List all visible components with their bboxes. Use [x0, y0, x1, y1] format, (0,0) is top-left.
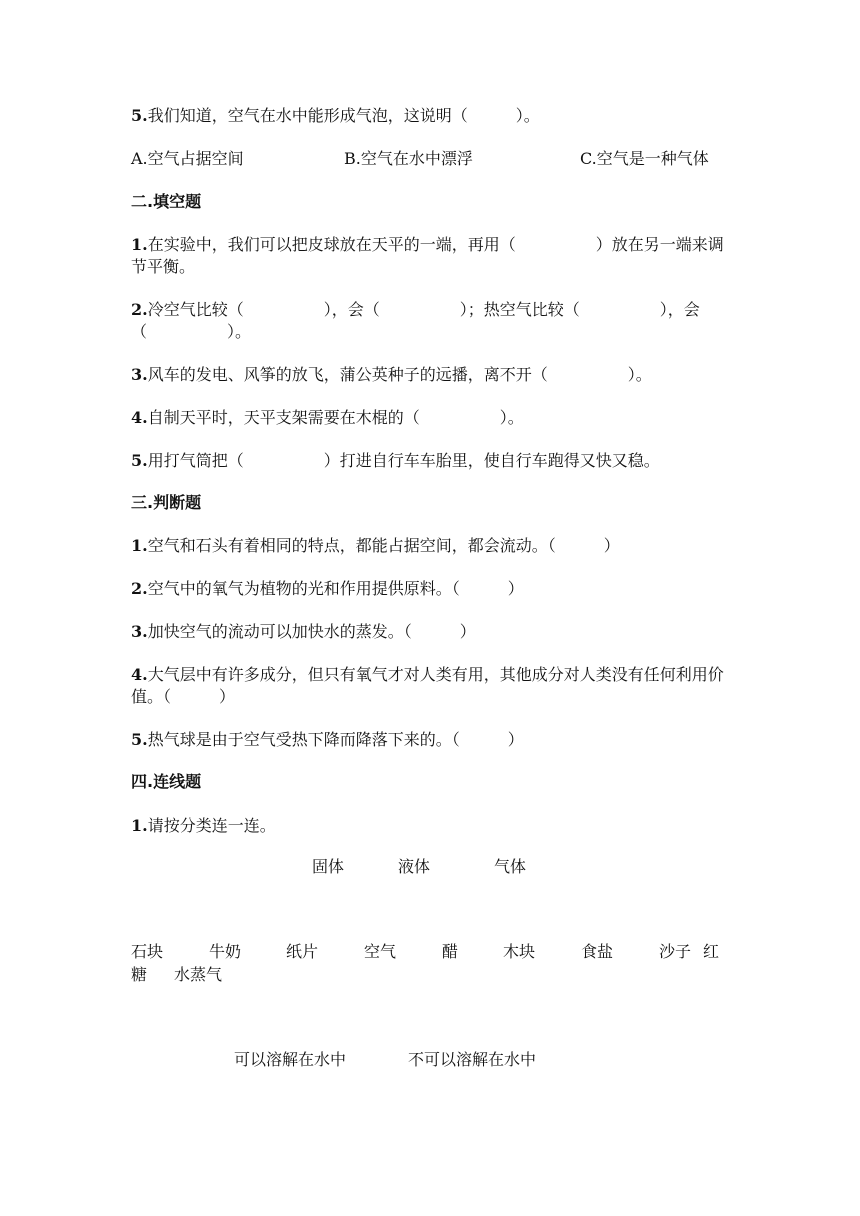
match-item: 醋	[442, 942, 459, 961]
match-item: 糖	[131, 965, 148, 984]
judge-question-5	[131, 729, 524, 751]
judge-question-3	[131, 621, 476, 643]
fill-question-2	[131, 299, 729, 343]
mc-option-a: A.空气占据空间	[131, 149, 244, 168]
question-number: 1.	[131, 235, 148, 254]
question-number: 4.	[131, 408, 148, 427]
question-text: 空气中的氧气为植物的光和作用提供原料。（ ）	[147, 579, 524, 598]
question-number: 2.	[131, 300, 148, 319]
match-item: 纸片	[286, 942, 319, 961]
question-number: 5.	[131, 451, 148, 470]
match-item: 红	[703, 942, 720, 961]
question-text: 风车的发电、风筝的放飞，蒲公英种子的远播，离不开（ ）。	[147, 365, 652, 384]
match-item: 牛奶	[209, 942, 242, 961]
question-text: 自制天平时，天平支架需要在木棍的（ ）。	[147, 408, 524, 427]
question-number: 3.	[131, 622, 148, 641]
question-number: 1.	[131, 536, 148, 555]
question-text: 在实验中，我们可以把皮球放在天平的一端，再用（ ）放在另一端来调节平衡。	[131, 235, 724, 276]
question-text: 冷空气比较（ ），会（ ）；热空气比较（ ），会（ ）。	[131, 300, 700, 341]
match-item: 石块	[131, 942, 164, 961]
fill-question-5	[131, 450, 660, 472]
question-text: 请按分类连一连。	[147, 816, 276, 835]
match-question-1	[131, 815, 276, 837]
judge-question-1	[131, 535, 620, 557]
question-number: 5.	[131, 106, 148, 125]
question-text: 大气层中有许多成分，但只有氧气才对人类有用，其他成分对人类没有任何利用价值。（ ）	[131, 665, 724, 706]
section-heading-judge: 三.判断题	[131, 493, 202, 512]
section-heading-match: 四.连线题	[131, 772, 202, 791]
match-item: 空气	[364, 942, 397, 961]
category-insoluble: 不可以溶解在水中	[408, 1050, 537, 1069]
question-text: 空气和石头有着相同的特点，都能占据空间，都会流动。（ ）	[147, 536, 620, 555]
question-number: 5.	[131, 730, 148, 749]
section-heading-fill: 二.填空题	[131, 192, 202, 211]
question-text: 用打气筒把（ ）打进自行车车胎里，使自行车跑得又快又稳。	[147, 451, 660, 470]
category-liquid: 液体	[398, 857, 431, 876]
question-number: 4.	[131, 665, 148, 684]
category-soluble: 可以溶解在水中	[234, 1050, 347, 1069]
fill-question-1	[131, 234, 729, 278]
match-item: 木块	[503, 942, 536, 961]
question-text: 热气球是由于空气受热下降而降落下来的。（ ）	[147, 730, 524, 749]
judge-question-4	[131, 664, 729, 708]
match-item: 食盐	[581, 942, 614, 961]
match-item: 沙子	[659, 942, 692, 961]
match-item: 水蒸气	[174, 965, 223, 984]
mc-question-5	[131, 105, 540, 127]
question-number: 1.	[131, 816, 148, 835]
fill-question-3	[131, 364, 652, 386]
category-gas: 气体	[494, 857, 527, 876]
question-number: 2.	[131, 579, 148, 598]
mc-option-b: B.空气在水中漂浮	[344, 149, 473, 168]
question-text: 我们知道，空气在水中能形成气泡，这说明（ ）。	[147, 106, 540, 125]
mc-option-c: C.空气是一种气体	[580, 149, 709, 168]
judge-question-2	[131, 578, 524, 600]
category-solid: 固体	[312, 857, 345, 876]
question-number: 3.	[131, 365, 148, 384]
fill-question-4	[131, 407, 524, 429]
question-text: 加快空气的流动可以加快水的蒸发。（ ）	[147, 622, 476, 641]
